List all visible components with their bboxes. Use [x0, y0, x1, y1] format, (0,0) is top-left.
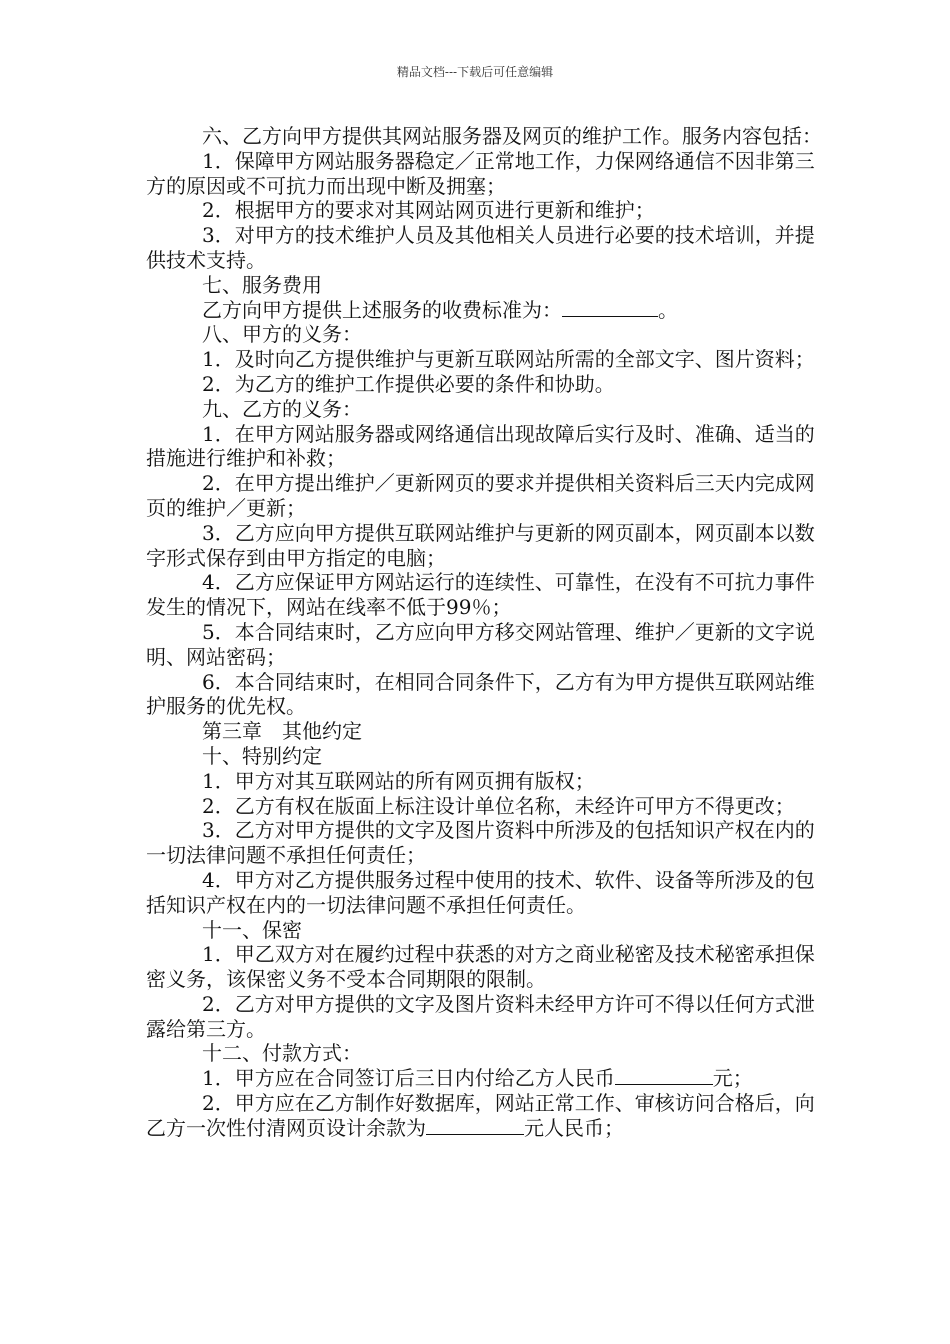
section-ten-heading: 十、特别约定: [202, 743, 322, 768]
section-twelve-heading: 十二、付款方式：: [202, 1041, 362, 1066]
payment-item-2-text: 2．甲方应在乙方制作好数据库，网站正常工作、审核访问合格后，向乙方一次性付清网页设计余款为: [146, 1091, 815, 1140]
payment-item-2-end: 元人民币；: [524, 1115, 624, 1140]
payment-blank-line: [615, 1066, 713, 1085]
document-body: [146, 124, 822, 1141]
list-item: 1．及时向乙方提供维护与更新互联网站所需的全部文字、图片资料；: [202, 347, 815, 372]
fee-blank-line: [562, 298, 658, 317]
section-seven-heading: 七、服务费用: [202, 272, 322, 297]
chapter-three-heading: 第三章 其他约定: [202, 719, 362, 744]
list-item: 4．乙方应保证甲方网站运行的连续性、可靠性，在没有不可抗力事件发生的情况下，网站在线率不低于99％；: [146, 570, 815, 620]
payment-blank-line: [426, 1116, 524, 1135]
list-item: 2．乙方对甲方提供的文字及图片资料未经甲方许可不得以任何方式泄露给第三方。: [146, 991, 815, 1041]
list-item: 1．在甲方网站服务器或网络通信出现故障后实行及时、准确、适当的措施进行维护和补救；: [146, 421, 815, 471]
fee-standard-end: 。: [658, 297, 678, 322]
fee-standard-paragraph: [146, 298, 822, 323]
list-item: 2．根据甲方的要求对其网站网页进行更新和维护；: [202, 198, 655, 223]
section-eleven-heading: 十一、保密: [202, 917, 302, 942]
payment-item-1-text: 1．甲方应在合同签订后三日内付给乙方人民币: [202, 1066, 615, 1091]
list-item: 3．乙方应向甲方提供互联网站维护与更新的网页副本，网页副本以数字形式保存到由甲方指定的电脑；: [146, 520, 815, 570]
list-item: 2．为乙方的维护工作提供必要的条件和协助。: [202, 371, 615, 396]
list-item: 2．在甲方提出维护／更新网页的要求并提供相关资料后三天内完成网页的维护／更新；: [146, 471, 815, 520]
list-item: 2．乙方有权在版面上标注设计单位名称，未经许可甲方不得更改；: [202, 793, 795, 818]
payment-item-2: [146, 1091, 822, 1141]
fee-standard-text: 乙方向甲方提供上述服务的收费标准为：: [202, 297, 562, 322]
list-item: 1．保障甲方网站服务器稳定／正常地工作，力保网络通信不因非第三方的原因或不可抗力而出现中断及拥塞；: [146, 148, 815, 198]
list-item: 1．甲方对其互联网站的所有网页拥有版权；: [202, 768, 595, 793]
payment-item-1: [146, 1066, 822, 1091]
list-item: 3．乙方对甲方提供的文字及图片资料中所涉及的包括知识产权在内的一切法律问题不承担任何责任；: [146, 818, 815, 868]
list-item: 3．对甲方的技术维护人员及其他相关人员进行必要的技术培训，并提供技术支持。: [146, 223, 815, 272]
list-item: 5．本合同结束时，乙方应向甲方移交网站管理、维护／更新的文字说明、网站密码；: [146, 619, 815, 669]
list-item: 6．本合同结束时，在相同合同条件下，乙方有为甲方提供互联网站维护服务的优先权。: [146, 669, 815, 719]
page-header: 精品文档---下载后可任意编辑: [396, 65, 554, 79]
payment-item-1-end: 元；: [712, 1066, 753, 1091]
list-item: 1．甲乙双方对在履约过程中获悉的对方之商业秘密及技术秘密承担保密义务，该保密义务不受本合同期限的限制。: [146, 942, 815, 992]
section-eight-heading: 八、甲方的义务：: [202, 322, 362, 347]
section-six-heading: 六、乙方向甲方提供其网站服务器及网页的维护工作。服务内容包括：: [202, 124, 822, 148]
list-item: 4．甲方对乙方提供服务过程中使用的技术、软件、设备等所涉及的包括知识产权在内的一切法律问题不承担任何责任。: [146, 867, 815, 917]
section-nine-heading: 九、乙方的义务：: [202, 396, 362, 421]
